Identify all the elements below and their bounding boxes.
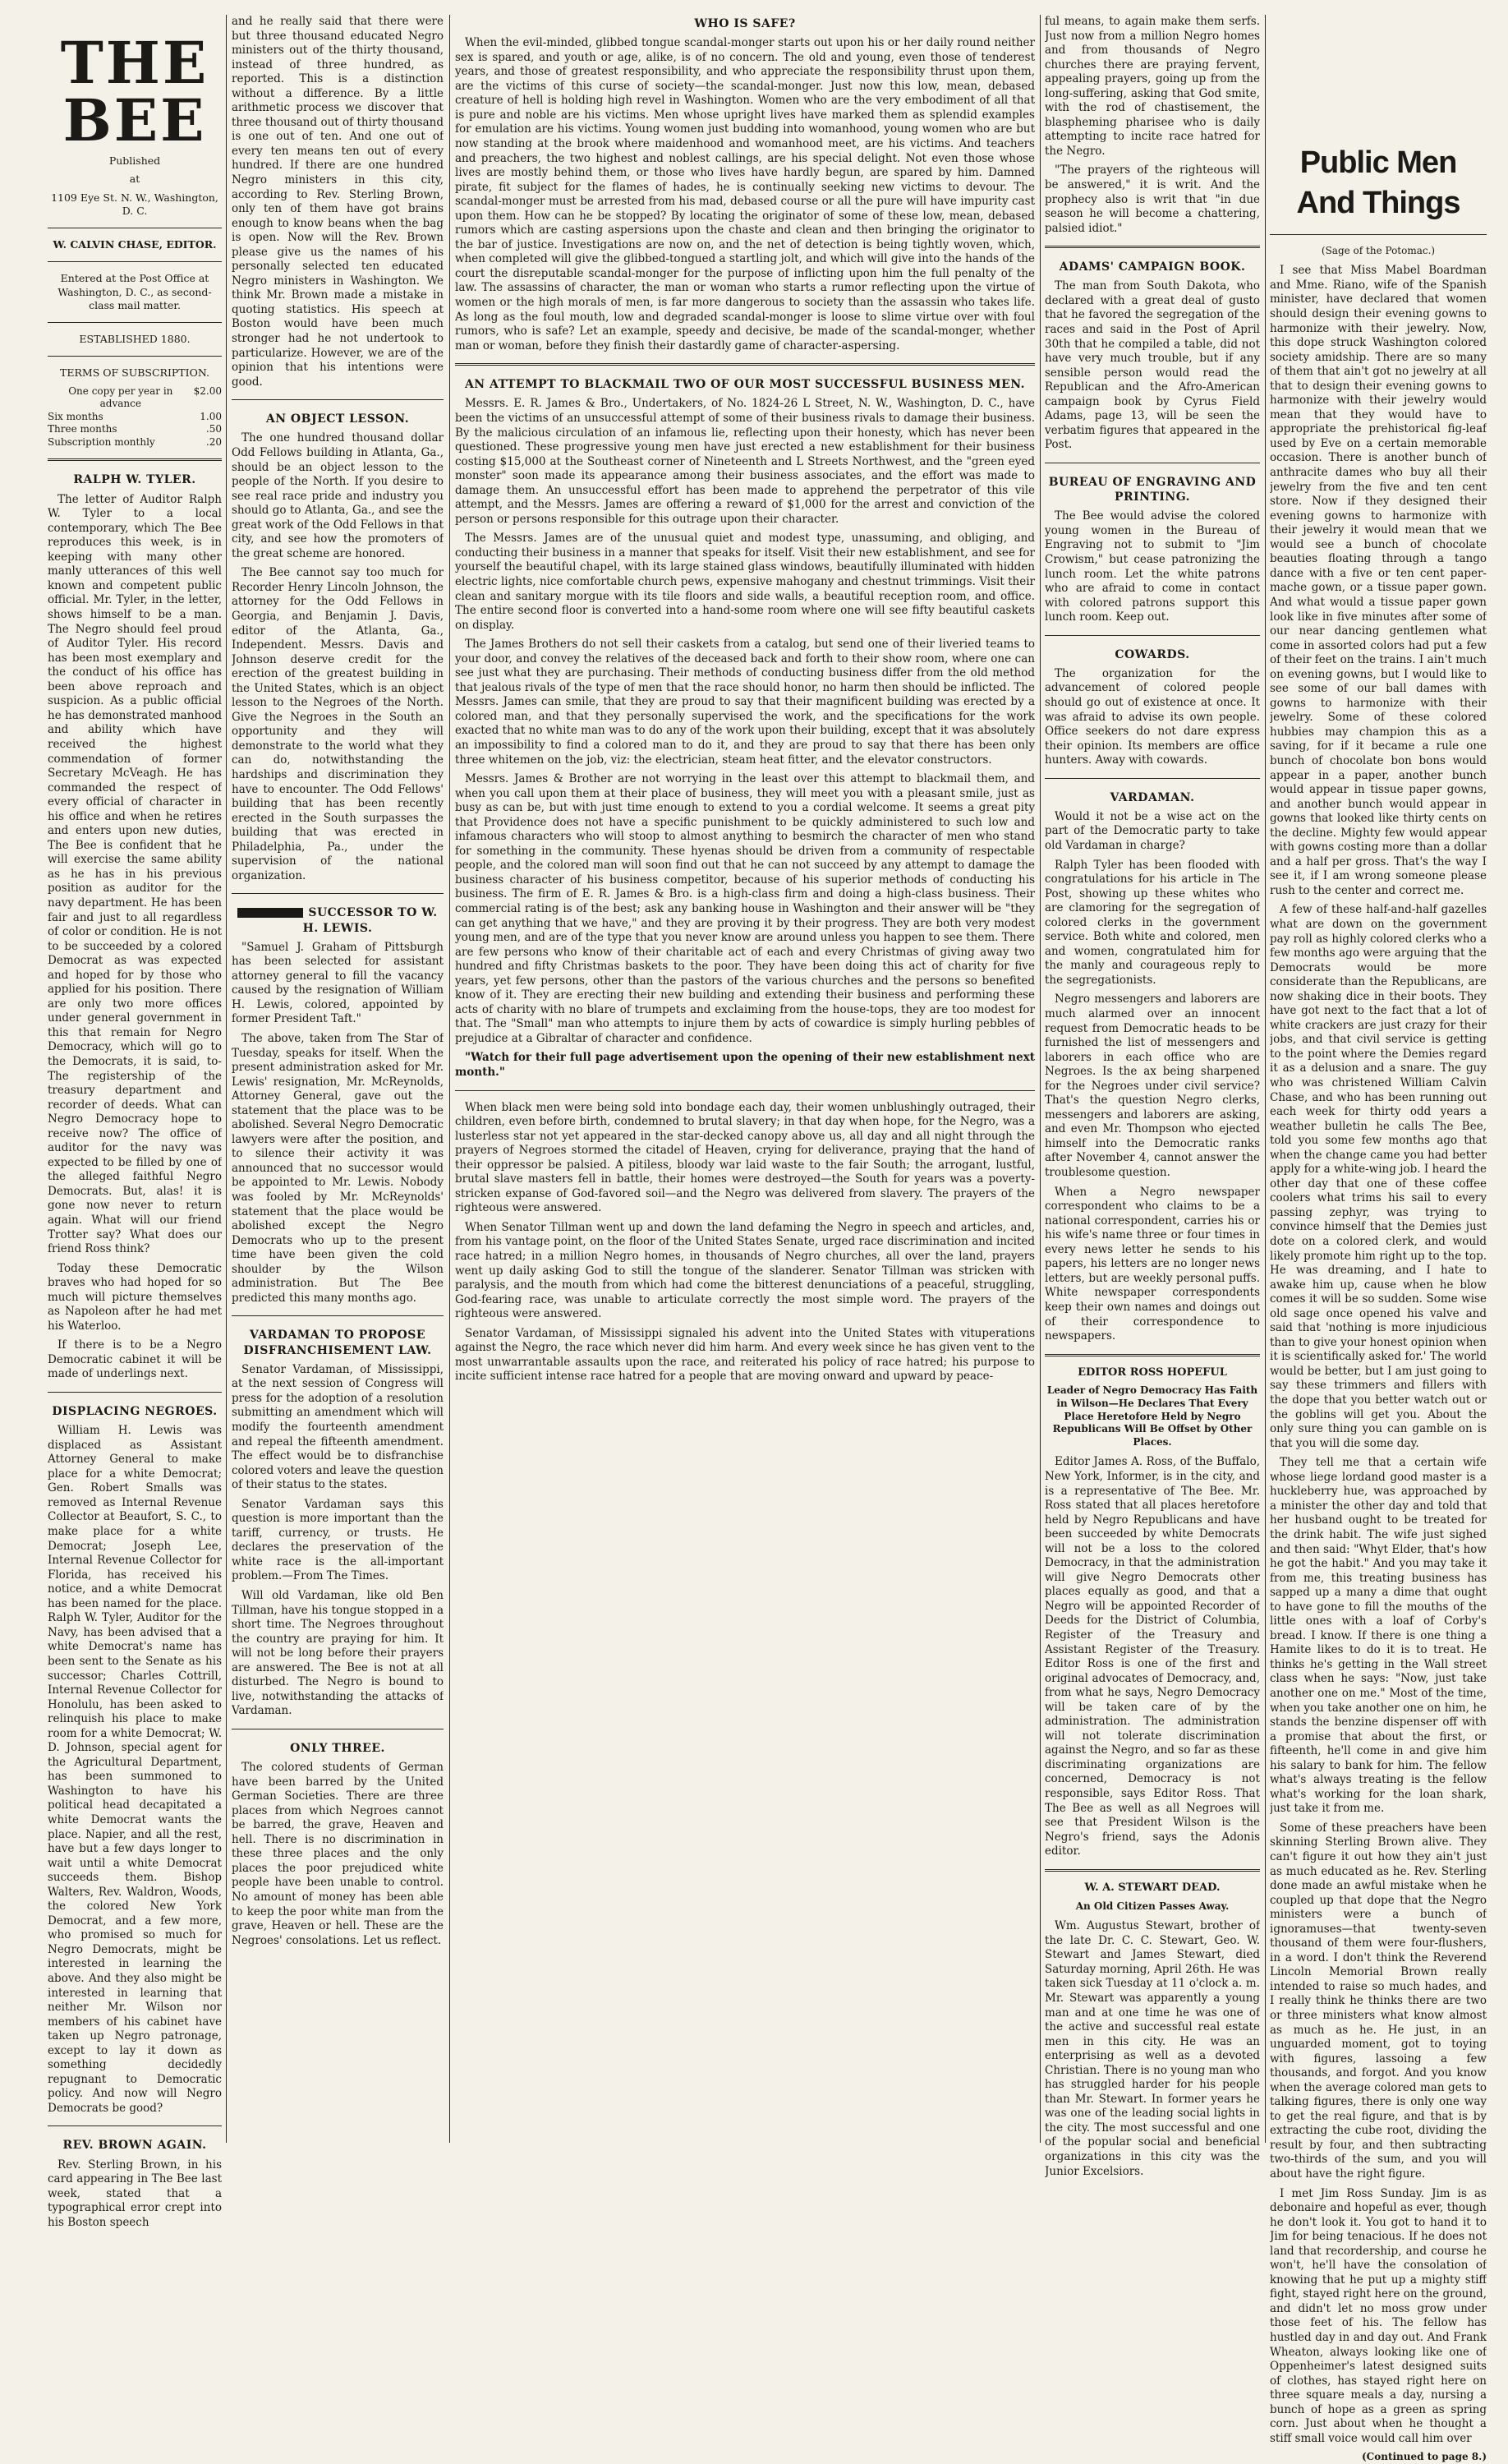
- article-paragraph: Some of these preachers have been skinning Sterling Brown alive. They can't figure it out how they ain't just as much educated as he. Rev. Sterling done made an awful mistake when he coupled up that dope that the Negro ministers were a bunch of ignoramuses—that twenty-seven thousand of them were four-flushers, in a word. I don't think the Reverend Lincoln Memorial Brown really intended to raise so much hades, and I really think he thinks there are two or three ministers what know almost as much as he. He just, in an unguarded moment, got to toying with figures, lassoing a few thousands, and forgot. And you know when the average colored man gets to talking figures, there is only one way to get the real figure, and that is by extracting the cube root, dividing the result by four, and then subtracting two-thirds of the sum, and you will about have the right figure.: [1270, 1821, 1487, 2181]
- article-bureau-engraving: [1045, 475, 1260, 625]
- terms-title: TERMS OF SUBSCRIPTION.: [60, 366, 209, 380]
- article-who-is-safe: [455, 16, 1035, 353]
- published-label: Published: [108, 154, 161, 167]
- column-1: [48, 15, 222, 2235]
- column-rule: [449, 15, 450, 2143]
- article-paragraph: The organization for the advancement of colored people should go out of existence at once. It was afraid to advise its own people. Office seekers do not dare express their opinion. Its members are office hunters. Away with cowards.: [1045, 666, 1260, 767]
- ink-smudge: [237, 908, 303, 918]
- article-paragraph: The one hundred thousand dollar Odd Fellows building in Atlanta, Ga., should be an object lesson to the people of the North. If you desire to see real race pride and industry you should go to Atlanta, Ga., and see the great work of the Odd Fellows in that city, and see how the promoters of the great scheme are honored.: [232, 431, 444, 560]
- article-headline: SUCCESSOR TO W. H. LEWIS.: [232, 905, 444, 935]
- editor: W. CALVIN CHASE, EDITOR.: [53, 238, 217, 251]
- article-headline: AN ATTEMPT TO BLACKMAIL TWO OF OUR MOST SUCCESSFUL BUSINESS MEN.: [464, 378, 1026, 392]
- article-headline: RALPH W. TYLER.: [73, 473, 196, 487]
- terms-row: One copy per year in advance $2.00: [68, 385, 222, 410]
- article-headline: ADAMS' CAMPAIGN BOOK.: [1059, 260, 1246, 274]
- article-paragraph: The Messrs. James are of the unusual quiet and modest type, unassuming, and obliging, and conducting their business in a manner that speaks for itself. Visit their new establishment, and see for yourself the beautiful chapel, with its large stained glass windows, beautifully illuminated with hidden electric lights, nice comfortable church pews, expensive mahogany and chestnut trimmings. Visit their clean and sanitary morgue with its tile floors and side walls, a beautiful reception room, and office. The entire second floor is converted into a hand-some room where one will see fifty beautiful caskets on display.: [455, 532, 1035, 632]
- continued-note: (Continued to page 8.): [1361, 2451, 1487, 2463]
- column-4: [1045, 15, 1260, 2184]
- article-headline: W. A. STEWART DEAD.: [1084, 1881, 1221, 1894]
- article-headline: BUREAU OF ENGRAVING AND PRINTING.: [1048, 475, 1257, 504]
- article-paragraph: When a Negro newspaper correspondent who claims to be a national correspondent, carries his or his wife's name three or four times in every news letter he sends to his papers, his letters are no longer news letters, but are weekly personal puffs. White newspaper correspondents keep their own names and doings out of their correspondence to newspapers.: [1045, 1185, 1260, 1343]
- column-rule: [226, 15, 227, 2143]
- article-paragraph: When the evil-minded, glibbed tongue scandal-monger starts out upon his or her daily round neither sex is spared, and youth or age, alike, is of no concern. The old and young, even those of tenderest years, and those of greatest responsibility, and who appreciate the responsibility thrust upon them, are the victims of this curse of society—the scandal-monger. Just now this low, mean, debased creature of hell is holding high revel in Washington. Women who are the very embodiment of all that is pure and noble are his victims. Men whose upright lives have marked them as splendid examples for emulation are his victims. Young women just budding into womanhood, young women who are but now standing at the brook where maidenhood and womanhood meet, are his victims. And teachers and preachers, the two highest and noblest callings, are his special delight. Not even those whose lives are mostly behind them, or those who lives have hardly begun, are spared by him. Damned pirate, fit subject for the flames of hades, he is continually seeking new victims to devour. The scandal-monger must be arrested from his mad, debased course or all the pure will have impurity cast upon them. How can he be stopped? By locating the originator of some of these low, mean, debased rumors which are casting aspersions upon the chaste and clean and then bringing the originator to the bar of justice. Investigations are now on, and the net of detection is being tightly woven, which, when completed will give the glibbed-tongued a startling jolt, and which will give into the hands of the court the disreputable scandal-monger for the purpose of inflicting upon him the full penalty of the law. The assassins of character, the man or woman who starts a rumor reflecting upon the virtue of women or the high morals of men, is far more dangerous to society than the assassin who takes life. As long as the foul mouth, low and degraded scandal-monger is loose to slime virtue over with foul rumors, who is safe? Let an example, speedy and decisive, be made of the scandal-monger, whether man or woman, before they finish their dastardly game of character-aspersing.: [455, 36, 1035, 352]
- article-paragraph: "Watch for their full page advertisement upon the opening of their new establishment next month.": [455, 1051, 1035, 1080]
- article-cowards: [1045, 647, 1260, 768]
- article-stewart-dead: [1045, 1881, 1260, 2179]
- article-headline: REV. BROWN AGAIN.: [62, 2139, 207, 2153]
- article-paragraph: William H. Lewis was displaced as Assistant Attorney General to make place for a white Democrat; Gen. Robert Smalls was removed as Internal Revenue Collector at Beaufort, S. C., to make place for a white Democrat; Joseph Lee, Internal Revenue Collector for Florida, has received his notice, and a white Democrat has been named for the place. Ralph W. Tyler, Auditor for the Navy, has been advised that a white Democrat's name has been sent to the Senate as his successor; Charles Cottrill, Internal Revenue Collector for Honolulu, has been asked to relinquish his place to make room for a white Democrat; W. D. Johnson, special agent for the Agricultural Department, has been summoned to Washington to have his political head decapitated a white Democrat wants the place. Napier, and all the rest, have but a few days longer to wait until a white Democrat succeeds them. Bishop Walters, Rev. Waldron, Woods, the colored New York Democrat, and a few more, who promised so much for Negro Democrats, might be interested in learning the above. And they also might be interested in learning that neither Mr. Wilson nor members of his cabinet have taken up Negro patronage, except to lay it down as something decidedly repugnant to Democratic policy. And now will Negro Democrats be good?: [48, 1424, 222, 2115]
- article-vardaman-proposal: [232, 1328, 444, 1719]
- article-headline: WHO IS SAFE?: [694, 17, 796, 30]
- column-rule: [1265, 15, 1266, 2143]
- article-paragraph: If there is to be a Negro Democratic cabinet it will be made of underlings next.: [48, 1338, 222, 1381]
- terms-row: Six months 1.00: [48, 410, 222, 422]
- newspaper-title: THE BEE: [60, 29, 209, 154]
- article-object-lesson: [232, 412, 444, 883]
- at-label: at: [129, 173, 140, 186]
- article-paragraph: Messrs. James & Brother are not worrying in the least over this attempt to blackmail them, and when you call upon them at their place of business, they will meet you with a pleasant smile, just as busy as can be, but with just time enough to extend to you a cordial welcome. It seems a great pity that Providence does not have a specific punishment to be quickly administered to such low and infamous characters who will stoop to almost anything to besmirch the character of men who stand for something in the community. These hyenas should be driven from a community of respectable people, and the colored man will soon find out that he can not succeed by any attempt to damage the business character of his business competitor, because of his superior methods of conducting his business. The firm of E. R. James & Bro. is a high-class firm and doing a high-class business. Their commercial rating is of the best; ask any banking house in Washington and their answer will be "they can get anything that we have," and they are proving it by their progress. They are both very modest young men, and are of the type that you never know are around unless you happen to see them. There are few persons who know of their charitable act of each and every Christmas of giving away two hundred and fifty Christmas baskets to the poor. They have been doing this act of charity for five years, yet few persons, other than the pastors of the various churches and the persons so benefited know of it. They are erecting their new building and extending their business and performing these acts of charity with no blare of trumpets and exclaiming from the house-tops, they are too modest for that. The "Small" man who attempts to injure them by acts of cowardice is simply hurling pebbles of prejudice at a Gibraltar of character and confidence.: [455, 772, 1035, 1045]
- article-ralph-tyler: [48, 472, 222, 1382]
- article-headline: EDITOR ROSS HOPEFUL: [1078, 1366, 1227, 1379]
- article-paragraph: ful means, to again make them serfs. Just now from a million Negro homes and from thousands of Negro churches there are praying fervent, appealing prayers, going up from the long-suffering, asking that God smite, with the rod of chastisement, the blaspheming pharisee who is daily attempting to incite race hatred for the Negro.: [1045, 15, 1260, 158]
- article-rev-brown: [48, 2138, 222, 2230]
- article-paragraph: A few of these half-and-half gazelles what are down on the government pay roll as highly colored clerks who a few months ago were arguing that the Democrats would be more considerate than the Republicans, are now shaking dice in their boots. They have got next to the fact that a lot of white crackers are just crazy for their jobs, and that civil service is getting to the point where the Demies regard it as a delusion and a snare. The guy who was christened William Calvin Chase, and who has been running out each week for thirty odd years a weather bulletin he calls The Bee, told you some few months ago that when the change came you had better apply for a white-wing job. I heard the other day that one of these coffee coolers what trims his sail to every passing zephyr, was trying to convince himself that the Demies just dote on a colored clerk, and would likely promote him right up to the top. He was dreaming, and I hate to awake him up, cause when he blow comes it will be so sudden. Some wise old sage once opened his valve and said that 'nothing is more injudicious than to give your honest opinion when it is scientifically asked for.' The world would be better, but I am just going to say these trimmers and fillers with the dope that you better watch out or the goblins will get you. About the only sure thing you can gamble on is that you will die some day.: [1270, 903, 1487, 1450]
- article-only-three: [232, 1741, 444, 1948]
- article-paragraph: "Samuel J. Graham of Pittsburgh has been selected for assistant attorney general to fill the vacancy caused by the resignation of William H. Lewis, colored, appointed by former President Taft.": [232, 940, 444, 1026]
- article-headline: VARDAMAN.: [1110, 790, 1195, 804]
- article-editor-ross: [1045, 1366, 1260, 1859]
- article-paragraph: The Bee cannot say too much for Recorder Henry Lincoln Johnson, the attorney for the Odd Fellows in Georgia, and Benjamin J. Davis, editor of the Atlanta, Ga., Independent. Messrs. Davis and Johnson deserve credit for the erection of the greatest building in the United States, which is an object lesson to the Negroes of the North. Give the Negroes in the South an opportunity and they will demonstrate to the world what they can do, notwithstanding the hardships and discrimination they have to encounter. The Odd Fellows' building that has been recently erected in the South surpasses the building that was erected in Philadelphia, Pa., under the supervision of the national organization.: [232, 566, 444, 882]
- article-paragraph: Today these Democratic braves who had hoped for so much will picture themselves as Napoleon after he had met his Waterloo.: [48, 1261, 222, 1333]
- article-paragraph: Ralph Tyler has been flooded with congratulations for his article in The Post, showing up these whites who are clamoring for the segregation of colored clerks in the government service. Both white and colored, men and women, congratulated him for the manly and courageous reply to the segregationists.: [1045, 858, 1260, 987]
- address: 1109 Eye St. N. W., Washington, D. C.: [51, 191, 218, 217]
- article-deck: Leader of Negro Democracy Has Faith in Wilson—He Declares That Every Place Heretofore Held by Negro Republicans Will Be Offset by Other Places.: [1046, 1384, 1258, 1448]
- article-paragraph: Wm. Augustus Stewart, brother of the late Dr. C. C. Stewart, Geo. W. Stewart and James Stewart, died Saturday morning, April 26th. He was taken sick Tuesday at 11 o'clock a. m. Mr. Stewart was apparently a young man and at one time he was one of the active and successful real estate men in this city. He was an enterprising as well as a devoted Christian. There is no young man who has struggled harder for his people than Mr. Stewart. In former years he was one of the leading social lights in the city. The most successful and one of the popular social and beneficial organizations in this city was the Junior Excelsiors.: [1045, 1919, 1260, 2178]
- established: ESTABLISHED 1880.: [79, 333, 191, 345]
- terms-table: [48, 385, 222, 449]
- article-adams-campaign-book: [1045, 260, 1260, 453]
- article-displacing-negroes: [48, 1404, 222, 2116]
- terms-row: Three months .50: [48, 423, 222, 435]
- article-paragraph: I see that Miss Mabel Boardman and Mme. Riano, wife of the Spanish minister, have declared that women should design their evening gowns to harmonize with their jewelry. Now, this dope struck Washington colored society amidship. There are so many of them that ain't got no jewelry at all that to design their evening gowns to harmonize with their jewelry would mean that they would have to appropriate the prehistorical fig-leaf used by Eve on a certain memorable occasion. There is another bunch of anthracite dames who buy all their jewelry from the five and ten cent store. Now if they designed their evening gowns to harmonize with their jewelry it would mean that we would see a bunch of chocolate beauties floating through a tango dance with a five or ten cent paper-mache gown, or a tissue paper gown. And what would a tissue paper gown look like in five minutes after some of our near dancing gentlemen what come in assorted colors had put a few of their feet on the trains. I ain't much on evening gowns, but I would like to see some of our ball dames with gowns to harmonize with their jewelry. Some of these colored hubbies may champion this as a saving, for if it became a rule one bunch of chocolate bon bons would appear in a paper, another bunch would appear in tissue paper gowns, and another bunch would appear in gowns that looked like thirty cents on the decline. Mighty few would appear with gowns costing more than a dollar and a half per gross. That's the way I see it, if I am wrong someone please rush to the center and correct me.: [1270, 264, 1487, 897]
- article-paragraph: Editor James A. Ross, of the Buffalo, New York, Informer, is in the city, and is a representative of The Bee. Mr. Ross stated that all places heretofore held by Negro Republicans and have been succeeded by white Democrats will not be a loss to the colored Democracy, in that the administration will give Negro Democrats other places equally as good, and that a Negro will be appointed Recorder of Deeds for the District of Columbia, Register of the Treasury and Assistant Register of the Treasury. Editor Ross is one of the first and original advocates of Democracy, and, from what he says, Negro Democracy will be taken care of by the administration. The administration will not tolerate discrimination against the Negro, and so far as these discriminating organizations are concerned, Democracy is not responsible, says Editor Ross. That The Bee as well as all Negroes will see that President Wilson is the Negro's friend, says the Adonis editor.: [1045, 1455, 1260, 1858]
- article-successor-lewis: [232, 905, 444, 1306]
- article-paragraph: When black men were being sold into bondage each day, their women unblushingly outraged, their children, even before birth, condemned to brutal slavery; in that day when hope, for the Negro, was a lusterless star not yet appeared in the star-decked canopy above us, all day and all night through the prayers of Negroes stormed the citadel of Heaven, crying for deliverance, praying that the hand of their oppressor be palsied. A pitiless, bloody war laid waste to the fair South; the arrogant, lustful, brutal slave masters fell in battle, their homes were destroyed—the South for years was a poverty-stricken expanse of God-favored soil—and the Negro was delivered from slavery. The prayers of the righteous were answered.: [455, 1100, 1035, 1215]
- article-paragraph: Senator Vardaman says this question is more important than the tariff, currency, or trusts. He declares the preservation of the white race is the all-important problem.—From The Times.: [232, 1497, 444, 1583]
- article-paragraph: Rev. Sterling Brown, in his card appearing in The Bee last week, stated that a typographical error crept into his Boston speech: [48, 2158, 222, 2229]
- article-headline: ONLY THREE.: [290, 1741, 385, 1755]
- column-rule: [1040, 15, 1041, 2143]
- article-paragraph: The man from South Dakota, who declared with a great deal of gusto that he favored the segregation of the races and said in the Post of April 30th that he compiled a table, did not have very much trouble, but if any sensible person would read the Republican and the Afro-American campaign book by Cyrus Field Adams, page 13, will be seen the verbatim figures that appeared in the Post.: [1045, 279, 1260, 452]
- article-paragraph: The Bee would advise the colored young women in the Bureau of Engraving not to submit to "Jim Crowism," but cease patronizing the lunch room. Let the white patrons who are afraid to come in contact with colored patrons support this lunch room. Keep out.: [1045, 509, 1260, 624]
- column-5: [1270, 15, 1487, 2464]
- article-paragraph: Senator Vardaman, of Mississippi signaled his advent into the United States with vituperations against the Negro, the race which never did him harm. And every week since he has given vent to the most unwarrantable assaults upon the race, and reiterated his policy of race hatred; his purpose to incite sufficient intense race hatred for a people that are moving onward and upward by peace-: [455, 1326, 1035, 1384]
- article-paragraph: Will old Vardaman, like old Ben Tillman, have his tongue stopped in a short time. The Negroes throughout the country are praying for him. It will not be long before their prayers are answered. The Bee is not at all disturbed. The Negro is bound to live, notwithstanding the attacks of Vardaman.: [232, 1588, 444, 1718]
- article-headline: DISPLACING NEGROES.: [52, 1405, 218, 1419]
- article-paragraph: The colored students of German have been barred by the United German Societies. There are three places from which Negroes cannot be barred, the grave, Heaven and hell. There is no discrimination in these three places and the only places the poor prejudiced white people have been unable to control. No amount of money has been able to keep the poor white man from the grave, Heaven or hell. These are the Negroes' consolations. Let us reflect.: [232, 1761, 444, 1947]
- masthead: [48, 15, 222, 461]
- article-headline: AN OBJECT LESSON.: [265, 412, 410, 426]
- article-deck: An Old Citizen Passes Away.: [1075, 1900, 1230, 1912]
- terms-row: Subscription monthly .20: [48, 435, 222, 448]
- article-paragraph: "The prayers of the righteous will be answered," it is writ. And the prophecy also is writ that "in due season he will become a chattering, palsied idiot.": [1045, 163, 1260, 235]
- article-paragraph: The James Brothers do not sell their caskets from a catalog, but send one of their liveried teams to your door, and convey the relatives of the deceased back and forth to their show room, where one can see just what they are purchasing. Their methods of conducting business differ from the old method that jealous rivals of the type of men that the race should honor, no harm then should be inflicted. The Messrs. James can smile, that they are proud to say that their magnificent building was erected by a colored man, and that they personally supervised the work, and the specifications for the work exacted that no white man was to do any of the work upon their building, except that it was absolutely an impossibility to find a colored man to do it, and they are proud to say that there has been only three whitemen on the job, viz: the electrician, steam heat fitter, and the elevator constructors.: [455, 638, 1035, 767]
- article-paragraph: The letter of Auditor Ralph W. Tyler to a local contemporary, which The Bee reproduces this week, is in keeping with many other manly utterances of this well known and competent public official. Mr. Tyler, in the letter, shows himself to be a man. The Negro should feel proud of Auditor Tyler. His record has been most exemplary and the conduct of his office has been above reproach and suspicion. As a public official he has demonstrated manhood and ability which have received the highest commendation of former Secretary McVeagh. He has commanded the respect of every official of character in his office and when he retires and enters upon new duties, The Bee is confident that he will exercise the same ability as he has in his previous position as auditor for the navy department. He has been fair and just to all regardless of color or condition. He is not to be succeeded by a colored Democrat as was expected and hoped for by those who applied for his position. There are only two more offices under general government in this that remain for Negro Democracy, which will go to the Democrats, it is said, to- The registership of the treasury department and recorder of deeds. What can Negro Democracy hope to receive now? The office of auditor for the navy was expected to be filled by one of the alleged faithful Negro Democrats. But, alas! it is gone now never to return again. What will our friend Trotter say? What does our friend Ross think?: [48, 492, 222, 1256]
- article-headline: COWARDS.: [1115, 647, 1190, 661]
- entered-notice: Entered at the Post Office at Washington, D. C., as second-class mail matter.: [57, 272, 212, 311]
- article-prayers-answered: [455, 1101, 1035, 1384]
- article-paragraph: They tell me that a certain wife whose liege lordand good master is a huckleberry hue, was approached by a minister the other day and told that her husband ought to be treated for the drink habit. The wife just sighed and then said: "Whyt Elder, that's how he got the habit." And you may take it from me, this treating business has sapped up a many a dime that ought to have gone to fill the mouths of the little ones with a loaf of Corby's bread. I know. If there is one thing a Hamite likes to do it is to treat. He thinks he's getting in the Wall street class when he says: "Now, just take another one on me." Most of the time, when you take another one on him, he stands the benzine dispenser off with a promise that about the first, or fifteenth, he'll come in and give him his salary to bank for him. The fellow what's always treating is the fellow what's working for the loan shark, just take it from me.: [1270, 1456, 1487, 1816]
- newspaper-page: [48, 15, 1487, 2463]
- article-paragraph: and he really said that there were but three thousand educated Negro ministers out of the thirty thousand, instead of three hundred, as reported. This is a distinction without a difference. By a little arithmetic process we discover that three thousand out of thirty thousand is one out of ten. And one out of every ten means ten out of every hundred. If there are one hundred Negro ministers in this city, according to Rev. Sterling Brown, only ten of them have got brains enough to know beans when the bag is open. Now will the Rev. Brown please give us the names of his personally selected ten educated Negro ministers in Washington. We think Mr. Brown made a mistake in quoting statistics. His speech at Boston would have been much stronger had he not undertook to particularize. However, we are of the opinion that his intentions were good.: [232, 15, 444, 389]
- column-title: Public Men And Things: [1296, 145, 1460, 221]
- article-paragraph: When Senator Tillman went up and down the land defaming the Negro in speech and articles, and, from his vantage point, on the floor of the United States Senate, urged race discrimination and incited race hatred; in a million Negro homes, in thousands of Negro churches, all over the land, prayers went up daily asking God to still the tongue of the slanderer. Senator Tillman was stricken with paralysis, and the mouth from which had come the bitterest denunciations of a peaceful, struggling, God-fearing race, was unable to articulate correctly the most simple word. The prayers of the righteous were answered.: [455, 1220, 1035, 1321]
- article-paragraph: I met Jim Ross Sunday. Jim is as debonaire and hopeful as ever, though he don't look it. You got to hand it to Jim for being tenacious. If he does not land that recordership, and course he won't, he'll have the consolation of knowing that he put up a mighty stiff fight, stayed right here on the ground, and didn't let no moss grow under those feet of his. The fellow has hustled day in and day out. And Frank Wheaton, always looking like one of Oppenheimer's latest designed suits of clothes, has stayed right here on three square meals a day, nursing a bunch of hope as a green as spring corn. Just about when he thought a stiff small voice would call him over: [1270, 2186, 1487, 2445]
- article-paragraph: Senator Vardaman, of Mississippi, at the next session of Congress will press for the adoption of a resolution submitting an amendment which will modify the fourteenth amendment and repeal the fifteenth amendment. The effect would be to disfranchise colored voters and leave the question of their status to the states.: [232, 1362, 444, 1492]
- column-3: [455, 15, 1035, 1389]
- article-vardaman: [1045, 790, 1260, 1344]
- column-2: [232, 15, 444, 1953]
- article-paragraph: Would it not be a wise act on the part of the Democratic party to take old Vardaman in charge?: [1045, 809, 1260, 852]
- byline: (Sage of the Potomac.): [1321, 244, 1436, 256]
- article-paragraph: Negro messengers and laborers are much alarmed over an innocent request from Democratic heads to be furnished the list of messengers and laborers in each office who are Negroes. Is the ax being sharpened for the Negroes under civil service? That's the question Negro clerks, messengers and laborers are asking, and even Mr. Thompson who ejected himself into the Democratic ranks after November 4, cannot answer the troublesome question.: [1045, 993, 1260, 1180]
- article-blackmail-attempt: [455, 377, 1035, 1080]
- article-headline: VARDAMAN TO PROPOSE DISFRANCHISEMENT LAW.: [243, 1329, 432, 1357]
- article-paragraph: The above, taken from The Star of Tuesday, speaks for itself. When the present administration asked for Mr. Lewis' resignation, Mr. McReynolds, Attorney General, gave out the statement that the place was to be abolished. Several Negro Democratic lawyers were after the position, and to silence their activity it was announced that no successor would be appointed to Mr. Lewis. Nobody was fooled by Mr. McReynolds' statement that the place would be abolished except the Negro Democrats who up to the present time have been given the cold shoulder by the Wilson administration. But The Bee predicted this many months ago.: [232, 1032, 444, 1305]
- article-paragraph: Messrs. E. R. James & Bro., Undertakers, of No. 1824-26 L Street, N. W., Washington, D. C., have been the victims of an unsuccessful attempt of some of their business rivals to damage their business. By the malicious circulation of an infamous lie, reflecting upon their honesty, which has never been questioned. These progressive young men have just erected a new establishment for their business costing $15,000 at the Southeast corner of Nineteenth and L Streets Northwest, and the "green eyed monster" soon made its appearance among their business associates, and the effort was made to damage them. An unsuccessful effort has been made to apprehend the perpetrator of this vile attempt, and the Messrs. James are offering a reward of $1,000 for the arrest and conviction of the person or persons responsible for this outrage upon their character.: [455, 397, 1035, 526]
